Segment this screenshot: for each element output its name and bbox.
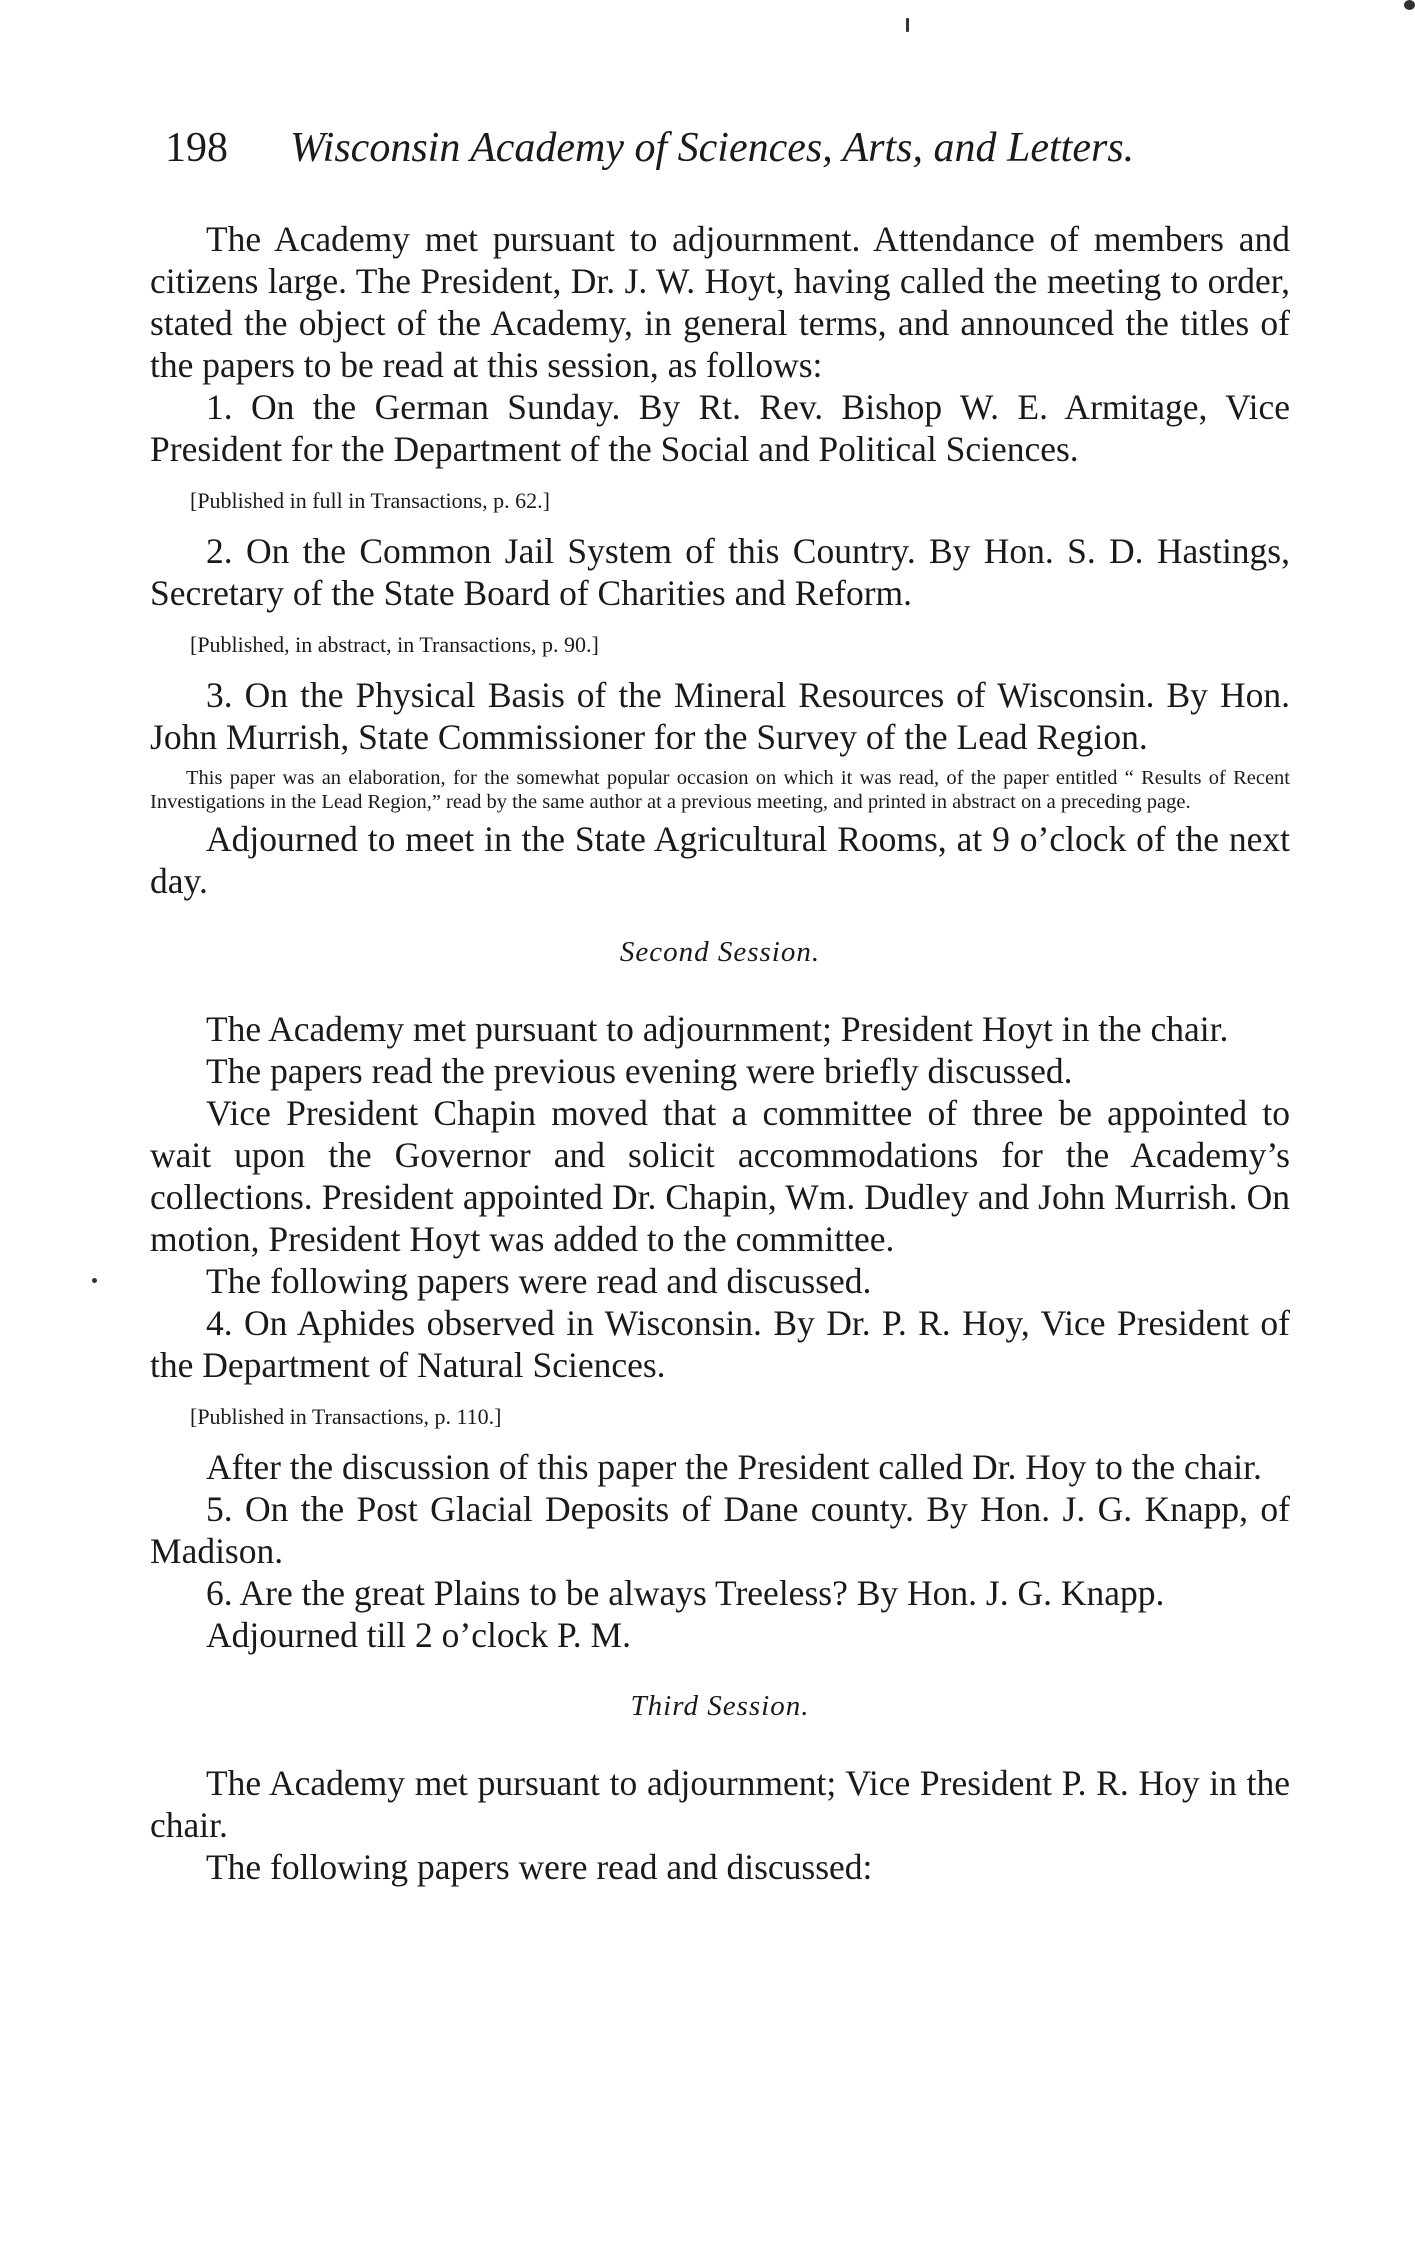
running-header — [165, 118, 1275, 178]
publication-note-1: [Published in full in Transactions, p. 62.] — [190, 488, 550, 513]
publication-note-2: [Published, in abstract, in Transactions, p. 90.] — [190, 632, 599, 657]
paper-2: 2. On the Common Jail System of this Country. By Hon. S. D. Hastings, Secretary of the State Board of Charities and Reform. — [150, 531, 1290, 613]
print-speck — [92, 1278, 97, 1283]
second-session-paragraph-2: The papers read the previous evening were briefly discussed. — [206, 1051, 1073, 1091]
paper-6: 6. Are the great Plains to be always Treeless? By Hon. J. G. Knapp. — [206, 1573, 1165, 1613]
second-session-paragraph-4: The following papers were read and discussed. — [206, 1261, 872, 1301]
second-session-paragraph-5: After the discussion of this paper the President called Dr. Hoy to the chair. — [206, 1447, 1262, 1487]
print-speck — [1404, 0, 1415, 10]
page-body — [150, 218, 1290, 1888]
print-speck — [906, 18, 909, 32]
second-session-paragraph-1: The Academy met pursuant to adjournment; President Hoyt in the chair. — [206, 1009, 1229, 1049]
third-session-heading: Third Session. — [630, 1690, 810, 1722]
adjourned-paragraph-2: Adjourned till 2 o’clock P. M. — [206, 1615, 631, 1655]
second-session-paragraph-3: Vice President Chapin moved that a committee of three be appointed to wait upon the Governor and solicit accommodations for the Academy’s collections. President appointed Dr. Chapin, Wm. Dudley and John Murrish. On motion, President Hoyt was added to the committee. — [150, 1093, 1290, 1259]
publication-note-4: [Published in Transactions, p. 110.] — [190, 1404, 502, 1429]
second-session-heading: Second Session. — [619, 936, 821, 968]
paper-4: 4. On Aphides observed in Wisconsin. By Dr. P. R. Hoy, Vice President of the Department of Natural Sciences. — [150, 1303, 1290, 1385]
opening-paragraph: The Academy met pursuant to adjournment. Attendance of members and citizens large. The President, Dr. J. W. Hoyt, having called the meeting to order, stated the object of the Academy, in general terms, and announced the titles of the papers to be read at this session, as follows: — [150, 219, 1290, 385]
paper-3-note: This paper was an elaboration, for the somewhat popular occasion on which it was read, of the paper entitled “ Results of Recent Investigations in the Lead Region,” read by the same author at a previous meeting, and printed in abstract on a preceding page. — [150, 767, 1290, 813]
running-title: Wisconsin Academy of Sciences, Arts, and Letters. — [290, 125, 1135, 171]
paper-5: 5. On the Post Glacial Deposits of Dane county. By Hon. J. G. Knapp, of Madison. — [150, 1489, 1290, 1571]
paper-3: 3. On the Physical Basis of the Mineral Resources of Wisconsin. By Hon. John Murrish, State Commissioner for the Survey of the Lead Region. — [150, 675, 1290, 757]
adjourned-paragraph-1: Adjourned to meet in the State Agricultural Rooms, at 9 o’clock of the next day. — [150, 819, 1290, 901]
third-session-paragraph-1: The Academy met pursuant to adjournment; Vice President P. R. Hoy in the chair. — [150, 1763, 1290, 1845]
third-session-paragraph-2: The following papers were read and discussed: — [206, 1847, 873, 1887]
page-number: 198 — [165, 125, 228, 171]
paper-1: 1. On the German Sunday. By Rt. Rev. Bishop W. E. Armitage, Vice President for the Department of the Social and Political Sciences. — [150, 387, 1290, 469]
